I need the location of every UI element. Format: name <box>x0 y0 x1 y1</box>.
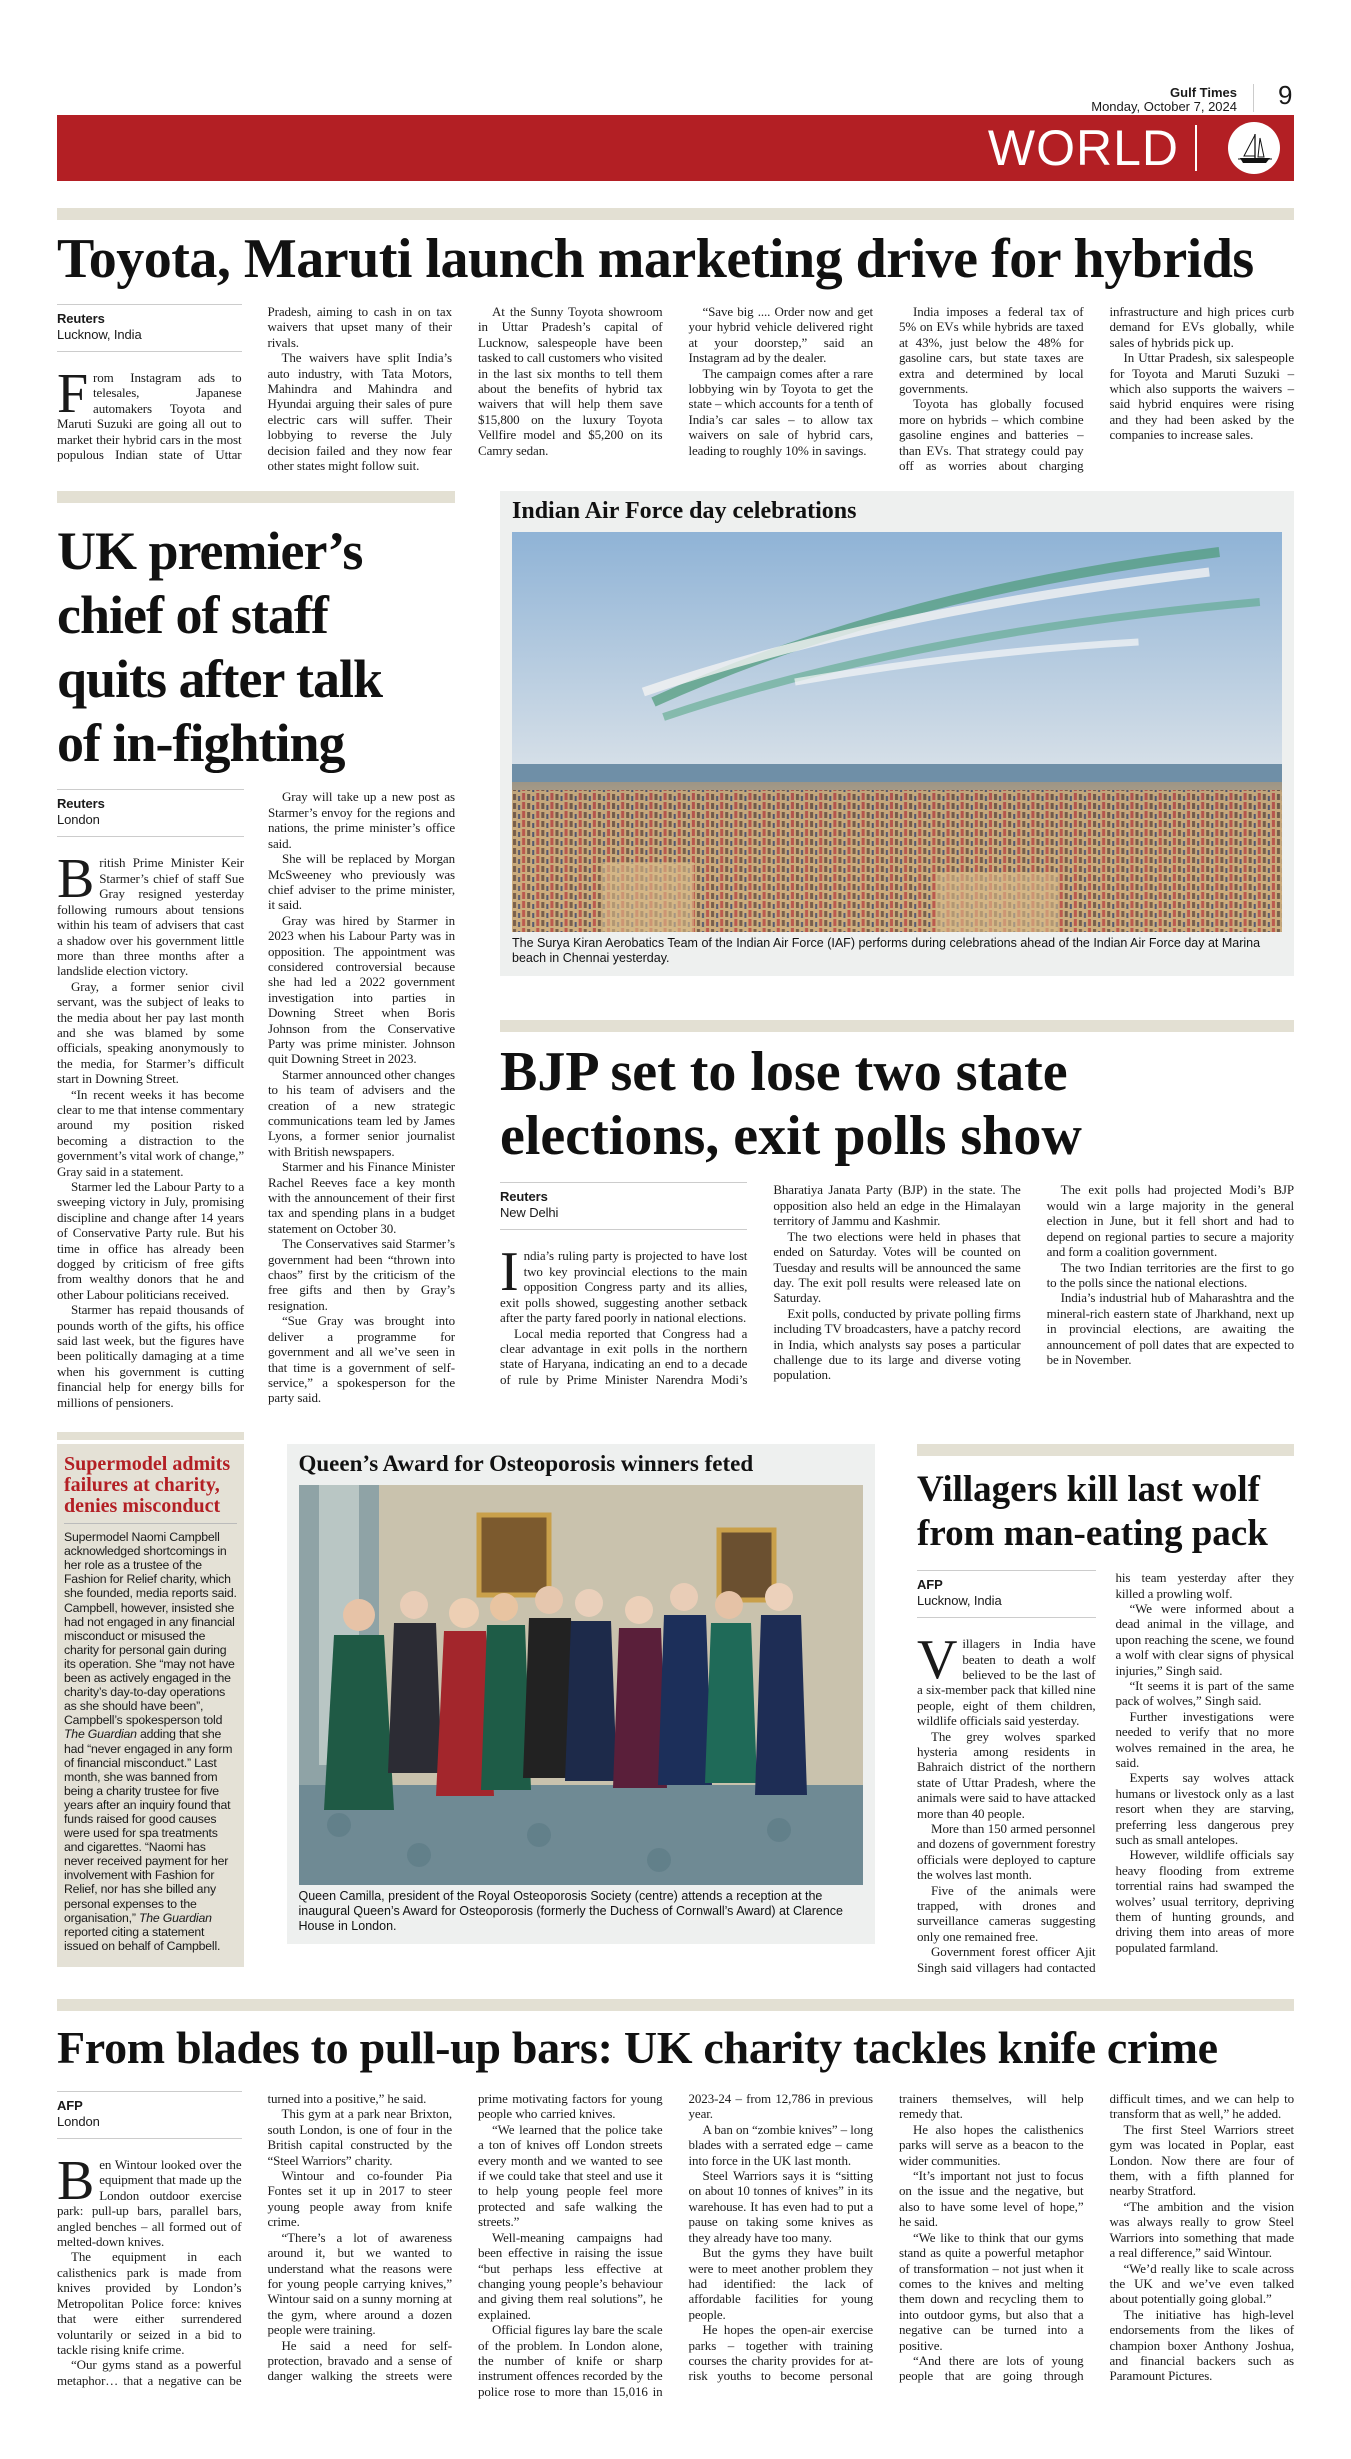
dateline: London <box>57 2114 100 2130</box>
paragraph: More than 150 armed personnel and dozens of government forestry officials were deployed to capture the wolves last month. <box>917 1820 1096 1883</box>
headline-wolf <box>917 1468 1294 1556</box>
sidebar-supermodel <box>57 1444 244 1967</box>
paragraph: He said a need for self-protection, bravado and a sense of danger walking the streets were prime motivating factors for young people who carried knives. <box>267 2091 663 2384</box>
dateline: New Delhi <box>500 1205 559 1221</box>
paragraph: The initiative has high-level endorsements from the likes of champion boxer Anthony Joshua, and financial backers such as Paramount Pictures. <box>1109 2306 1294 2384</box>
article-uk <box>57 789 455 1410</box>
paragraph: At the Sunny Toyota showroom in Uttar Pradesh’s capital of Lucknow, salespeople have been tasked to call customers who visited in the last six months to tell them about the benefits of hybrid tax waivers that will help them save $15,800 on the luxury Toyota Vellfire model and $5,200 on its Camry sedan. <box>478 304 663 458</box>
paragraph: Five of the animals were trapped, with drones and surveillance cameras suggesting only one remained free. <box>917 1882 1096 1944</box>
paragraph: The waivers have split India’s auto industry, with Tata Motors, Mahindra and Mahindra and Hyundai arguing their sales of pure electric cars will suffer. Their lobbying to reverse the July decision failed and they now fear other states might follow suit. <box>267 350 452 474</box>
dateline: Lucknow, India <box>57 327 142 342</box>
agency: AFP <box>57 2098 83 2114</box>
paragraph: “In recent weeks it has become clear to me that intense commentary around my position risked becoming a distraction to the government’s vital work of change,” Gray said in a statement. <box>57 1086 244 1179</box>
paragraph: But the gyms they have built were to meet another problem they had identified: the lack of affordable facilities for young people. <box>688 2245 873 2322</box>
photo-airshow <box>512 532 1282 932</box>
paragraph: The two elections were held in phases that ended on Saturday. Votes will be counted on Tuesday and results will be announced the same day. The exit poll results were released late on Saturday. <box>773 1228 1021 1306</box>
paragraph: Gray will take up a new post as Starmer’s envoy for the regions and nations, the prime minister’s office said. <box>268 789 455 851</box>
headline-uk <box>57 519 455 775</box>
paragraph: Further investigations were needed to verify that no more wolves remained in the area, he said. <box>1115 1708 1294 1770</box>
agency: Reuters <box>57 796 105 812</box>
paragraph: Starmer and his Finance Minister Rachel Reeves face a key month with the announcement of their first tax and spending plans in a budget statement on October 30. <box>268 1159 455 1236</box>
headline-line: BJP set to lose two state <box>500 1041 1068 1104</box>
paragraph: “Save big .... Order now and get your hybrid vehicle delivered right at your doorstep,” said an Instagram ad by the dealer. <box>688 304 873 366</box>
paragraph: “We like to think that our gyms stand as quite a powerful metaphor of transformation – not just when it comes to the knives and melting them down and recycling them to into outdoor gyms, but also that a negative can be turned into a positive. <box>899 2229 1084 2353</box>
body-text: The Guardian <box>64 1727 137 1742</box>
photo-title: Indian Air Force day celebrations <box>512 498 857 525</box>
dateline: London <box>57 812 100 828</box>
row-sidebar-queen-wolf <box>57 1432 1294 1975</box>
section-rule <box>57 1432 244 1440</box>
paragraph: Gray was hired by Starmer in 2023 when his Labour Party was in opposition. The appointment was considered controversial because she had led a 2022 government investigation into parties in Downing Street when Boris Johnson from the Conservative Party was prime minister. Johnson quit Downing Street in 2023. <box>268 912 455 1067</box>
section-rule <box>500 1020 1294 1032</box>
page-content <box>57 0 1294 2459</box>
paragraph: He hopes the open-air exercise parks – together with training courses the charity provides for at-risk youths to become personal trainers themselves, will help remedy that. <box>688 2091 1084 2384</box>
paragraph: British Prime Minister Keir Starmer’s chief of staff Sue Gray resigned yesterday following rumours about tensions within his team of advisers that cast a shadow over his government little more than three months after a landslide election victory. <box>57 848 244 979</box>
paragraph: Experts say wolves attack humans or livestock only as a last resort when they are starving, preferring less dangerous prey such as small antelopes. <box>1115 1770 1294 1847</box>
paragraph: Starmer announced other changes to his team of advisers and the creation of a new strategic communications team led by James Lyons, a former senior journalist with British newspapers. <box>268 1066 455 1159</box>
paragraph: This gym at a park near Brixton, south London, is one of four in the British capital constructed by the “Steel Warriors” charity. <box>267 2106 452 2168</box>
paragraph: Exit polls, conducted by private polling firms including TV broadcasters, have a patchy record in India, which analysts say poses a particular challenge due to its large and diverse voting population. <box>773 1305 1021 1383</box>
paragraph: The grey wolves sparked hysteria among residents in Bahraich district of the northern state of Uttar Pradesh, where the animals were said to have attacked more than 40 people. <box>917 1728 1096 1821</box>
section-rule <box>917 1444 1294 1456</box>
row-uk-iaf-bjp <box>57 491 1294 1410</box>
agency: Reuters <box>57 311 105 326</box>
paragraph: Ben Wintour looked over the equipment that made up the London outdoor exercise park: pull-up bars, parallel bars, angled benches – all formed out of melted-down knives. <box>57 2150 242 2250</box>
headline-line: of in-fighting <box>57 713 345 774</box>
headline-line: from man-eating pack <box>917 1513 1268 1555</box>
photo-title: Queen’s Award for Osteoporosis winners feted <box>298 1451 754 1477</box>
agency: Reuters <box>500 1189 548 1205</box>
article-knife <box>57 2091 1294 2399</box>
paper-name: Gulf Times <box>1170 85 1237 100</box>
body-text: Supermodel Naomi Campbell acknowledged shortcomings in her role as a trustee of the Fashion for Relief charity, which she founded, media reports said. Campbell, however, insisted she had not engaged in any financial misconduct or misused the charity for personal gain during its operation. She “may not have been as actively engaged in the charity’s day-to-day operations as she should have been”, Campbell’s spokesperson told <box>64 1530 237 1728</box>
paragraph: She will be replaced by Morgan McSweeney who previously was chief adviser to the prime minister, it said. <box>268 851 455 913</box>
headline-line: chief of staff <box>57 585 328 646</box>
photo-box-iaf <box>500 491 1294 976</box>
paragraph: Starmer led the Labour Party to a sweeping victory in July, promising discipline and change after 14 years of Conservative Party rule. But his time in office has already been dogged by criticism of free gifts from wealthy donors that he and other Labour politicians received. <box>57 1179 244 1302</box>
section-rule <box>57 1999 1294 2011</box>
headline-line: elections, exit polls show <box>500 1105 1082 1168</box>
byline <box>917 1570 1096 1618</box>
paragraph: “There’s a lot of awareness around it, but we wanted to understand what the reasons were for young people carrying knives,” Wintour said on a sunny morning at the gym, where around a dozen people were training. <box>267 2229 452 2338</box>
sidebar-body <box>64 1530 237 1953</box>
photo-caption: The Surya Kiran Aerobatics Team of the Indian Air Force (IAF) performs during celebrations ahead of the Indian Air Force day at Marina beach in Chennai yesterday. <box>512 936 1261 966</box>
byline <box>500 1182 747 1230</box>
paragraph: “We’d really like to scale across the UK and we’ve even talked about potentially going global.” <box>1109 2260 1294 2307</box>
byline <box>57 304 242 352</box>
headline-line: UK premier’s <box>57 521 363 582</box>
paragraph: Starmer has repaid thousands of pounds worth of the gifts, his office said last week, but the figures have been politically damaging at a time when his government is cutting financial help for energy bills for millions of pensioners. <box>57 1302 244 1410</box>
body-text: reported citing a statement issued on behalf of Campbell. <box>64 1924 221 1953</box>
column-sidebar <box>57 1432 244 1967</box>
paragraph: The two Indian territories are the first to go to the polls since the national elections. <box>1046 1259 1294 1290</box>
agency: AFP <box>917 1577 943 1593</box>
article-bjp <box>500 1182 1294 1387</box>
article-wolf <box>917 1570 1294 1975</box>
byline <box>57 2091 242 2139</box>
paragraph: “Our gyms stand as a powerful metaphor… that a negative can be turned into a positive,” he said. <box>57 2091 427 2388</box>
paragraph: In Uttar Pradesh, six salespeople for Toyota and Maruti Suzuki – which also supports the waivers – said hybrid enquires were rising and they had been asked by the companies to increase sales. <box>1109 350 1294 443</box>
page-number: 9 <box>1278 80 1293 110</box>
paragraph: India’s ruling party is projected to have lost two key provincial elections to the main opposition Congress party and its allies, exit polls showed, suggesting another setback after the party fared poorly in national elections. <box>500 1241 748 1326</box>
headline-line: quits after talk <box>57 649 383 710</box>
paragraph: He also hopes the calisthenics parks will serve as a beacon to the wider communities. <box>899 2121 1084 2168</box>
paragraph: From Instagram ads to telesales, Japanese automakers Toyota and Maruti Suzuki are going all out to market their hybrid cars in the most populous Indian state of Uttar Pradesh, aiming to cash in on tax waivers that upset many of their rivals. <box>57 304 452 463</box>
byline <box>57 789 244 837</box>
paragraph: The exit polls had projected Modi’s BJP would win a large majority in the general election in June, but it fell short and had to depend on regional parties to secure a majority and form a coalition government. <box>1046 1182 1294 1260</box>
column-wolf <box>917 1444 1294 1975</box>
body-text: The Guardian <box>138 1910 212 1925</box>
dateline: Lucknow, India <box>917 1593 1002 1609</box>
headline-line: Villagers kill last wolf <box>917 1469 1260 1511</box>
paragraph: Steel Warriors says it is “sitting on about 10 tonnes of knives” in its warehouse. It has even had to put a pause on taking some knives as they already have too many. <box>688 2168 873 2245</box>
sidebar-headline: Supermodel admits failures at charity, denies misconduct <box>64 1454 237 1524</box>
paragraph: Gray, a former senior civil servant, was the subject of leaks to the media about her pay last month and she was blamed by some officials, speaking anonymously to the media, for Starmer’s difficult start in Downing Street. <box>57 978 244 1087</box>
paragraph: India’s industrial hub of Maharashtra and the mineral-rich eastern state of Jharkhand, next up in provincial elections, are awaiting the announcement of poll dates that are expected to be in November. <box>1046 1290 1294 1367</box>
paragraph: The Conservatives said Starmer’s government had been “thrown into chaos” first by the criticism of the free gifts and then by Gray’s resignation. <box>268 1236 455 1313</box>
headline-toyota: Toyota, Maruti launch marketing drive for hybrids <box>57 228 1254 290</box>
paragraph: The first Steel Warriors street gym was located in Poplar, east London. Now there are four of them, with a fifth planned for nearby Stratford. <box>1109 2121 1294 2199</box>
section-title: WORLD <box>987 120 1179 176</box>
column-uk <box>57 491 455 1410</box>
paragraph: India imposes a federal tax of 5% on EVs while hybrids are taxed at 43%, just below the 48% for gasoline cars, but state taxes are extra and determined by local governments. <box>899 304 1084 397</box>
article-toyota <box>57 304 1294 473</box>
paragraph: “It’s important not just to focus on the issue and the negative, but also to have some level of hope,” he said. <box>899 2168 1084 2230</box>
paragraph: A ban on “zombie knives” – long blades with a serrated edge – came into force in the UK last month. <box>688 2121 873 2168</box>
paragraph: Local media reported that Congress had a clear advantage in exit polls in the northern state of Haryana, indicating an end to a decade of rule by Prime Minister Narendra Modi’s Bharatiya Janata Party (BJP) in the state. The opposition also held an edge in the Himalayan territory of Jammu and Kashmir. <box>500 1182 1021 1387</box>
paragraph: “And there are lots of young people that are going through difficult times, and we can help to transform that as well,” he added. <box>899 2091 1294 2384</box>
photo-box-queen <box>287 1444 875 1944</box>
paragraph: Toyota has globally focused more on hybrids – which combine gasoline engines and batteries – than EVs. That strategy could pay off as worries about charging infrastructure and high prices curb demand for EVs globally, while sales of hybrids pick up. <box>899 304 1294 474</box>
headline-knife: From blades to pull-up bars: UK charity tackles knife crime <box>57 2022 1218 2074</box>
paragraph: “We were informed about a dead animal in the village, and upon reaching the scene, we found a wolf with clear signs of physical injuries,” Singh said. <box>1115 1600 1294 1678</box>
body-text: adding that she had “never engaged in any form of financial misconduct.” Last month, she was banned from being a charity trustee for five years after an inquiry found that funds raised for good causes were used for spa treatments and cigarettes. “Naomi has never received payment for her involvement with Fashion for Relief, nor has she billed any personal expenses to the organisation,” <box>64 1727 233 1925</box>
paragraph: The equipment in each calisthenics park is made from knives provided by London’s Metropolitan Police force: knives that were either surrendered voluntarily or seized in a bid to tackle rising knife crime. <box>57 2249 242 2357</box>
paragraph: Well-meaning campaigns had been effective in raising the issue “but perhaps less effective at changing young people’s behaviour and giving them real solutions”, he explained. <box>478 2229 663 2322</box>
section-rule <box>57 491 455 503</box>
headline-bjp <box>500 1040 1294 1168</box>
paragraph: “It seems it is part of the same pack of wolves,” Singh said. <box>1115 1677 1294 1709</box>
photo-reception <box>299 1485 863 1885</box>
photo-caption: Queen Camilla, president of the Royal Osteoporosis Society (centre) attends a reception at the inaugural Queen’s Award for Osteoporosis (formerly the Duchess of Cornwall’s Award) at Clarence House in London. <box>298 1889 843 1934</box>
paragraph: “We learned that the police take a ton of knives off London streets every month and we wanted to see if we could take that steel and use it to help young people feel more protected and safe walking the streets.” <box>478 2121 663 2230</box>
paragraph: Official figures lay bare the scale of the problem. In London alone, the number of knife or sharp instrument offences recorded by the police rose to more than 15,016 in 2023-24 – from 12,786 in previous year. <box>478 2091 873 2399</box>
paragraph: Wintour and co-founder Pia Fontes set it up in 2017 to steer young people away from knife crime. <box>267 2168 452 2230</box>
paragraph: “Sue Gray was brought into deliver a programme for government and all we’ve seen in that time is a government of self-service,” a spokesperson for the party said. <box>268 1313 455 1406</box>
column-right <box>500 491 1294 1387</box>
issue-date: Monday, October 7, 2024 <box>1091 99 1237 114</box>
paragraph: However, wildlife officials say heavy flooding from extreme torrential rains had swamped the wolves’ usual territory, depriving them of hunting grounds, and driving them into areas of more populated farmland. <box>1115 1847 1294 1955</box>
paragraph: “The ambition and the vision was always really to grow Steel Warriors into something that made a real difference,” said Wintour. <box>1109 2198 1294 2261</box>
paragraph: Government forest officer Ajit Singh said villagers had contacted his team yesterday after they killed a prowling wolf. <box>917 1570 1294 1975</box>
section-rule <box>57 208 1294 220</box>
paragraph: Villagers in India have beaten to death a wolf believed to be the last of a six-member pack that killed nine people, eight of them children, wildlife officials said yesterday. <box>917 1629 1096 1729</box>
paragraph: The campaign comes after a rare lobbying win by Toyota to get the state – which accounts for a tenth of India’s car sales – to allow tax waivers on sale of hybrid cars, leading to roughly 10% in savings. <box>688 365 873 458</box>
